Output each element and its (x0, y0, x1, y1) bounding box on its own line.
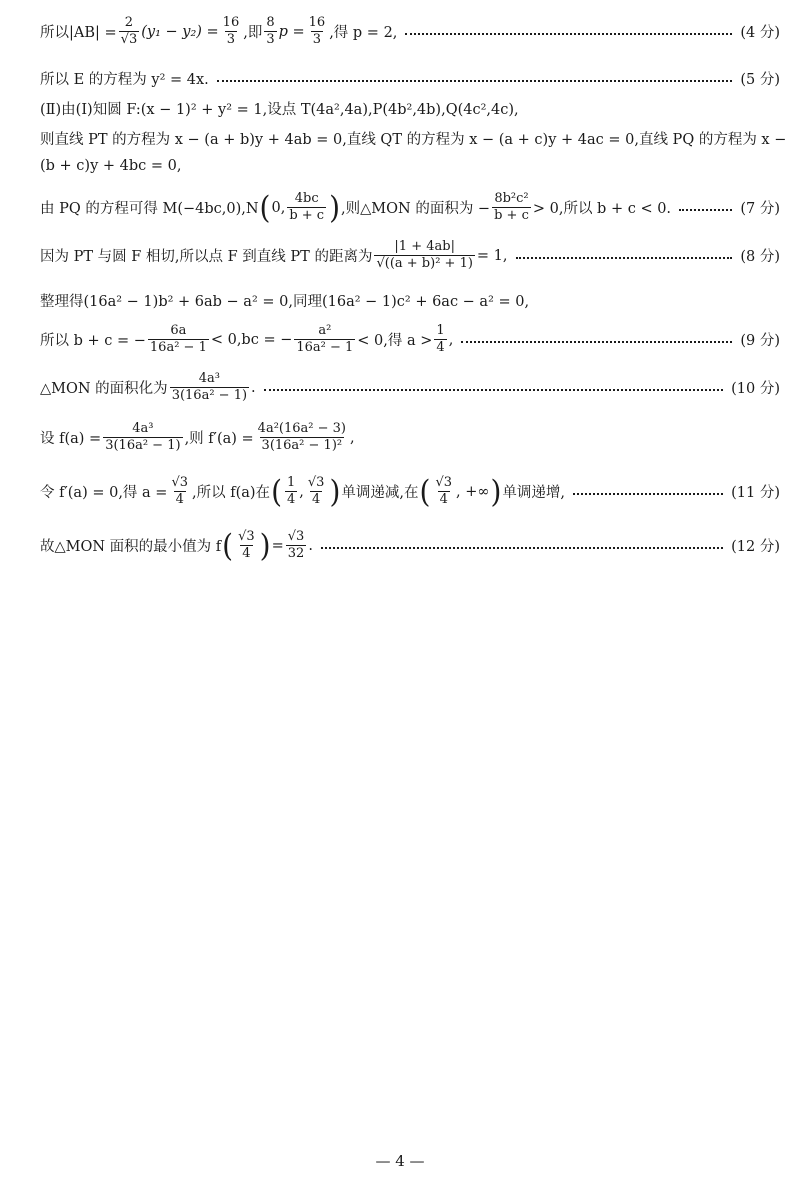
fraction: $\frac{\text{8b²c²}}{b + c}$ (494, 191, 529, 224)
solution-line-mn-points: 由 PQ 的方程可得 M(−4bc,0),N ( 0, $\frac{4bc}{b + c}$ ) ,则△MON 的面积为 − $\frac{\text{8b²c²}}{b + c}$ > 0,所以 b + c < 0. (7 分) (40, 189, 780, 226)
fraction: $\frac{\text{a²}}{\text{16a² − 1}}$ (296, 323, 354, 356)
leader-dots (516, 257, 733, 259)
solution-line-part2-setup: (Ⅱ)由(Ⅰ)知圆 F:(x − 1)² + y² = 1,设点 T(4a²,4a),P(4b²,4b),Q(4c²,4c), (40, 102, 519, 118)
score-label: (10 分) (731, 381, 780, 398)
solution-line-minimum: 故△MON 面积的最小值为 f ( $\frac{√3}{4}$ ) = $\frac{√3}{32}$ . (12 分) (40, 527, 780, 564)
solution-line-pq-equation: (b + c)y + 4bc = 0, (40, 158, 182, 174)
fraction: $\frac{1}{4}$ (436, 323, 445, 356)
fraction: $\frac{16}{3}$ (222, 15, 240, 48)
leader-dots (573, 493, 723, 495)
solution-line-tangent-distance: 因为 PT 与圆 F 相切,所以点 F 到直线 PT 的距离为 $\frac{|1 + 4ab|}{\text{√((a + b)² + 1)}}$ = 1, (8 分) (40, 239, 780, 272)
leader-dots (321, 547, 723, 549)
page-number: — 4 — (375, 1152, 425, 1170)
fraction: $\frac{16}{3}$ (308, 15, 326, 48)
score-label: (12 分) (731, 539, 780, 556)
fraction: $\frac{\text{4a³}}{\text{3(16a² − 1)}}$ (105, 421, 181, 454)
solution-line-derivative: 设 f(a) = $\frac{\text{4a³}}{\text{3(16a² − 1)}}$ ,则 f′(a) = $\frac{\text{4a²(16a² − 3)}}{\text{3(16a² − 1)²}}$ , (40, 421, 355, 454)
leader-dots (679, 209, 732, 211)
fraction: $\frac{√3}{4}$ (307, 475, 325, 508)
fraction: $\frac{\text{4a²(16a² − 3)}}{\text{3(16a² − 1)²}}$ (257, 421, 346, 454)
fraction: $\frac{\text{4a³}}{\text{3(16a² − 1)}}$ (171, 371, 248, 404)
fraction: $\frac{√3}{4}$ (171, 475, 189, 508)
fraction: $\frac{√3}{4}$ (238, 529, 255, 562)
score-label: (7 分) (740, 201, 780, 218)
fraction: $\frac{1}{4}$ (287, 475, 296, 508)
fraction: $\frac{6a}{\text{16a² − 1}}$ (149, 323, 207, 356)
fraction: $\frac{4bc}{b + c}$ (289, 191, 325, 224)
score-label: (5 分) (740, 72, 780, 88)
solution-line-ab-length: 所以|AB| = $\frac{2}{√3}$ (y₁ − y₂) = $\frac{16}{3}$ ,即 $\frac{8}{3}$ p = $\frac{16}{3}$ ,得 p = 2, (4 分) (40, 15, 780, 48)
score-label: (9 分) (740, 333, 780, 350)
solution-line-simplify: 整理得(16a² − 1)b² + 6ab − a² = 0,同理(16a² − 1)c² + 6ac − a² = 0, (40, 294, 530, 310)
fraction: $\frac{|1 + 4ab|}{\text{√((a + b)² + 1)}}$ (376, 239, 473, 272)
fraction: $\frac{8}{3}$ (266, 15, 275, 48)
solution-line-vieta: 所以 b + c = − $\frac{6a}{\text{16a² − 1}}$ < 0,bc = − $\frac{\text{a²}}{\text{16a² − 1}}$ < 0,得 a > $\frac{1}{4}$ , (9 分) (40, 323, 780, 356)
leader-dots (405, 33, 732, 35)
score-label: (8 分) (740, 249, 780, 266)
fraction: $\frac{√3}{4}$ (435, 475, 452, 508)
fraction: $\frac{2}{√3}$ (120, 15, 138, 48)
leader-dots (217, 80, 733, 82)
leader-dots (264, 389, 723, 391)
solution-line-monotonicity: 令 f′(a) = 0,得 a = $\frac{√3}{4}$ ,所以 f(a)在 ( $\frac{1}{4}$ , $\frac{√3}{4}$ ) 单调递减,在 ( $\frac{√3}{4}$ , +∞ ) 单调递增, (11 分) (40, 473, 780, 510)
leader-dots (461, 341, 732, 343)
solution-line-e-equation: 所以 E 的方程为 y² = 4x. (5 分) (40, 68, 780, 89)
score-label: (11 分) (731, 485, 780, 502)
solution-line-line-equations: 则直线 PT 的方程为 x − (a + b)y + 4ab = 0,直线 QT 的方程为 x − (a + c)y + 4ac = 0,直线 PQ 的方程为 x − (40, 132, 787, 148)
fraction: $\frac{√3}{32}$ (287, 529, 305, 562)
solution-line-area-expression: △MON 的面积化为 $\frac{\text{4a³}}{\text{3(16a² − 1)}}$ . (10 分) (40, 371, 780, 404)
score-label: (4 分) (740, 25, 780, 42)
